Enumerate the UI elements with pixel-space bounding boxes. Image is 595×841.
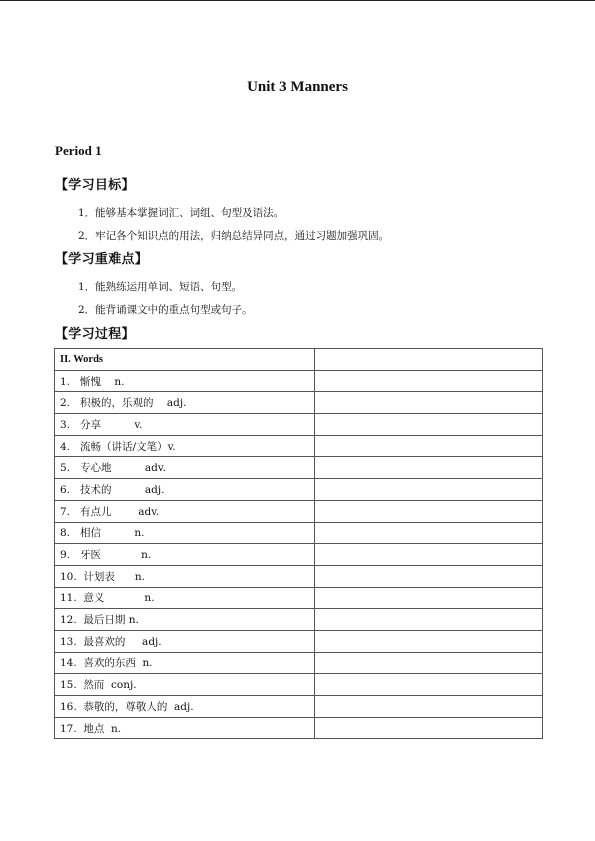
word-answer-cell[interactable] bbox=[315, 630, 543, 652]
objective-item-1: 1．能够基本掌握词汇、词组、句型及语法。 bbox=[78, 207, 285, 219]
words-header-blank-cell[interactable] bbox=[315, 349, 543, 371]
word-prompt-cell: 1. 惭愧 n. bbox=[55, 370, 315, 392]
word-answer-cell[interactable] bbox=[315, 392, 543, 414]
word-answer-cell[interactable] bbox=[315, 414, 543, 436]
word-prompt-cell: 10. 计划表 n. bbox=[55, 565, 315, 587]
page-title: Unit 3 Manners bbox=[247, 79, 348, 95]
word-answer-cell[interactable] bbox=[315, 544, 543, 566]
word-prompt-cell: 16. 恭敬的，尊敬人的 adj. bbox=[55, 696, 315, 718]
word-answer-cell[interactable] bbox=[315, 717, 543, 739]
word-prompt-cell: 12. 最后日期 n. bbox=[55, 609, 315, 631]
word-prompt-cell: 2. 积极的，乐观的 adj. bbox=[55, 392, 315, 414]
objective-item-2: 2．牢记各个知识点的用法，归纳总结异同点，通过习题加强巩固。 bbox=[78, 230, 390, 242]
word-answer-cell[interactable] bbox=[315, 652, 543, 674]
table-row bbox=[55, 435, 543, 457]
table-row bbox=[55, 522, 543, 544]
word-answer-cell[interactable] bbox=[315, 370, 543, 392]
table-row bbox=[55, 500, 543, 522]
word-prompt-cell: 6. 技术的 adj. bbox=[55, 479, 315, 501]
word-answer-cell[interactable] bbox=[315, 522, 543, 544]
word-prompt-cell: 11. 意义 n. bbox=[55, 587, 315, 609]
table-row bbox=[55, 392, 543, 414]
word-prompt-cell: 7. 有点儿 adv. bbox=[55, 500, 315, 522]
word-prompt-cell: 3. 分享 v. bbox=[55, 414, 315, 436]
word-prompt-cell: 8. 相信 n. bbox=[55, 522, 315, 544]
word-answer-cell[interactable] bbox=[315, 479, 543, 501]
word-answer-cell[interactable] bbox=[315, 435, 543, 457]
word-prompt-cell: 15. 然而 conj. bbox=[55, 674, 315, 696]
top-border-line bbox=[0, 0, 595, 1]
table-row bbox=[55, 544, 543, 566]
table-row bbox=[55, 717, 543, 739]
table-row bbox=[55, 479, 543, 501]
word-answer-cell[interactable] bbox=[315, 587, 543, 609]
table-row bbox=[55, 414, 543, 436]
table-row bbox=[55, 565, 543, 587]
word-prompt-cell: 14. 喜欢的东西 n. bbox=[55, 652, 315, 674]
word-answer-cell[interactable] bbox=[315, 696, 543, 718]
period-heading: Period 1 bbox=[55, 143, 102, 158]
word-answer-cell[interactable] bbox=[315, 457, 543, 479]
objectives-heading: 【学习目标】 bbox=[55, 178, 135, 193]
word-answer-cell[interactable] bbox=[315, 674, 543, 696]
key-points-heading: 【学习重难点】 bbox=[55, 252, 149, 267]
key-point-item-1: 1．能熟练运用单词、短语、句型。 bbox=[78, 281, 243, 293]
table-row bbox=[55, 630, 543, 652]
table-header-row bbox=[55, 349, 543, 371]
words-header-cell: II. Words bbox=[55, 349, 315, 371]
word-answer-cell[interactable] bbox=[315, 609, 543, 631]
word-answer-cell[interactable] bbox=[315, 565, 543, 587]
words-table bbox=[54, 348, 543, 739]
key-point-item-2: 2．能背诵课文中的重点句型或句子。 bbox=[78, 304, 253, 316]
word-prompt-cell: 4. 流畅（讲话/文笔）v. bbox=[55, 435, 315, 457]
table-row bbox=[55, 674, 543, 696]
word-answer-cell[interactable] bbox=[315, 500, 543, 522]
word-prompt-cell: 17. 地点 n. bbox=[55, 717, 315, 739]
table-row bbox=[55, 370, 543, 392]
word-prompt-cell: 9. 牙医 n. bbox=[55, 544, 315, 566]
word-prompt-cell: 5. 专心地 adv. bbox=[55, 457, 315, 479]
table-row bbox=[55, 457, 543, 479]
table-row bbox=[55, 652, 543, 674]
table-row bbox=[55, 609, 543, 631]
table-row bbox=[55, 587, 543, 609]
table-row bbox=[55, 696, 543, 718]
process-heading: 【学习过程】 bbox=[55, 327, 135, 342]
word-prompt-cell: 13. 最喜欢的 adj. bbox=[55, 630, 315, 652]
